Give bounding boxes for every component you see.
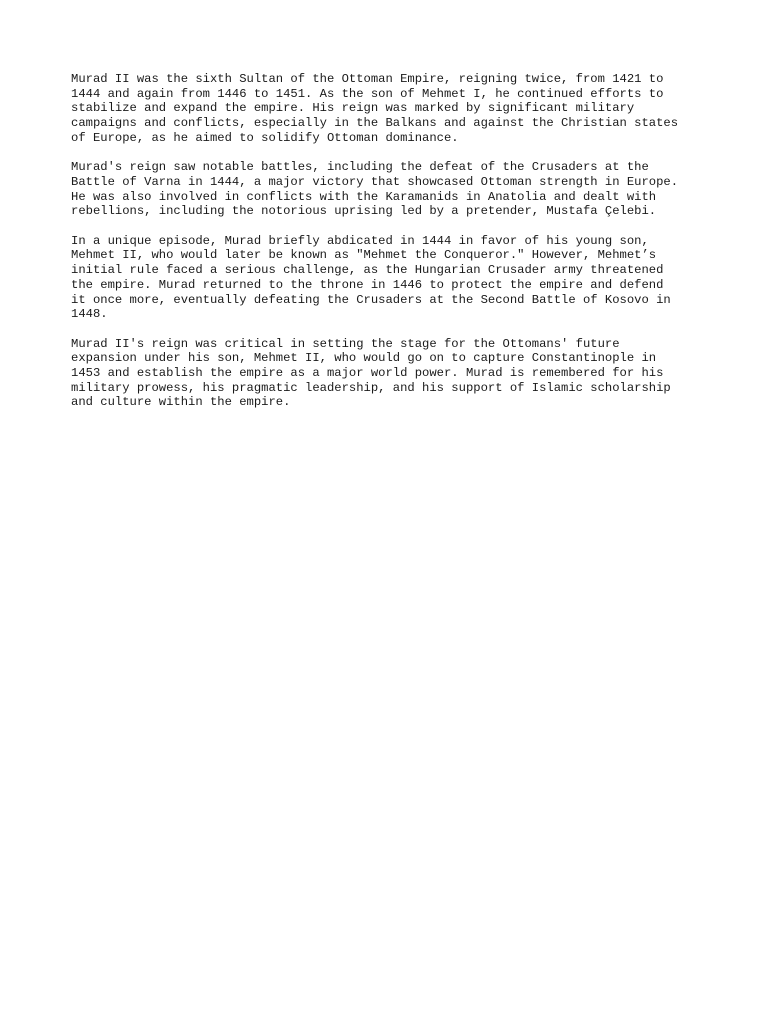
paragraph-4: Murad II's reign was critical in setting the stage for the Ottomans' future expansion under his son, Mehmet II, who would go on to capture Constantinople in 1453 and establish the empire as a major world power. Murad is remembered for his military prowess, his pragmatic leadership, and his support of Islamic scholarship and culture within the empire. — [71, 336, 671, 410]
paragraph-2: Murad's reign saw notable battles, including the defeat of the Crusaders at the Battle of Varna in 1444, a major victory that showcased Ottoman strength in Europe. He was also involved in conflicts with the Karamanids in Anatolia and dealt with rebellions, including the notorious uprising led by a pretender, Mustafa Çelebi. — [71, 160, 679, 219]
paragraph-1: Murad II was the sixth Sultan of the Ottoman Empire, reigning twice, from 1421 to 1444 and again from 1446 to 1451. As the son of Mehmet I, he continued efforts to stabilize and expand the empire. His reign was marked by significant military campaigns and conflicts, especially in the Balkans and against the Christian states of Europe, as he aimed to solidify Ottoman dominance. — [71, 72, 679, 145]
document-body — [71, 72, 711, 425]
paragraph-3: In a unique episode, Murad briefly abdicated in 1444 in favor of his young son, Mehmet II, who would later be known as "Mehmet the Conqueror." However, Mehmet’s initial rule faced a serious challenge, as the Hungarian Crusader army threatened the empire. Murad returned to the throne in 1446 to protect the empire and defend it once more, eventually defeating the Crusaders at the Second Battle of Kosovo in 1448. — [71, 233, 671, 322]
